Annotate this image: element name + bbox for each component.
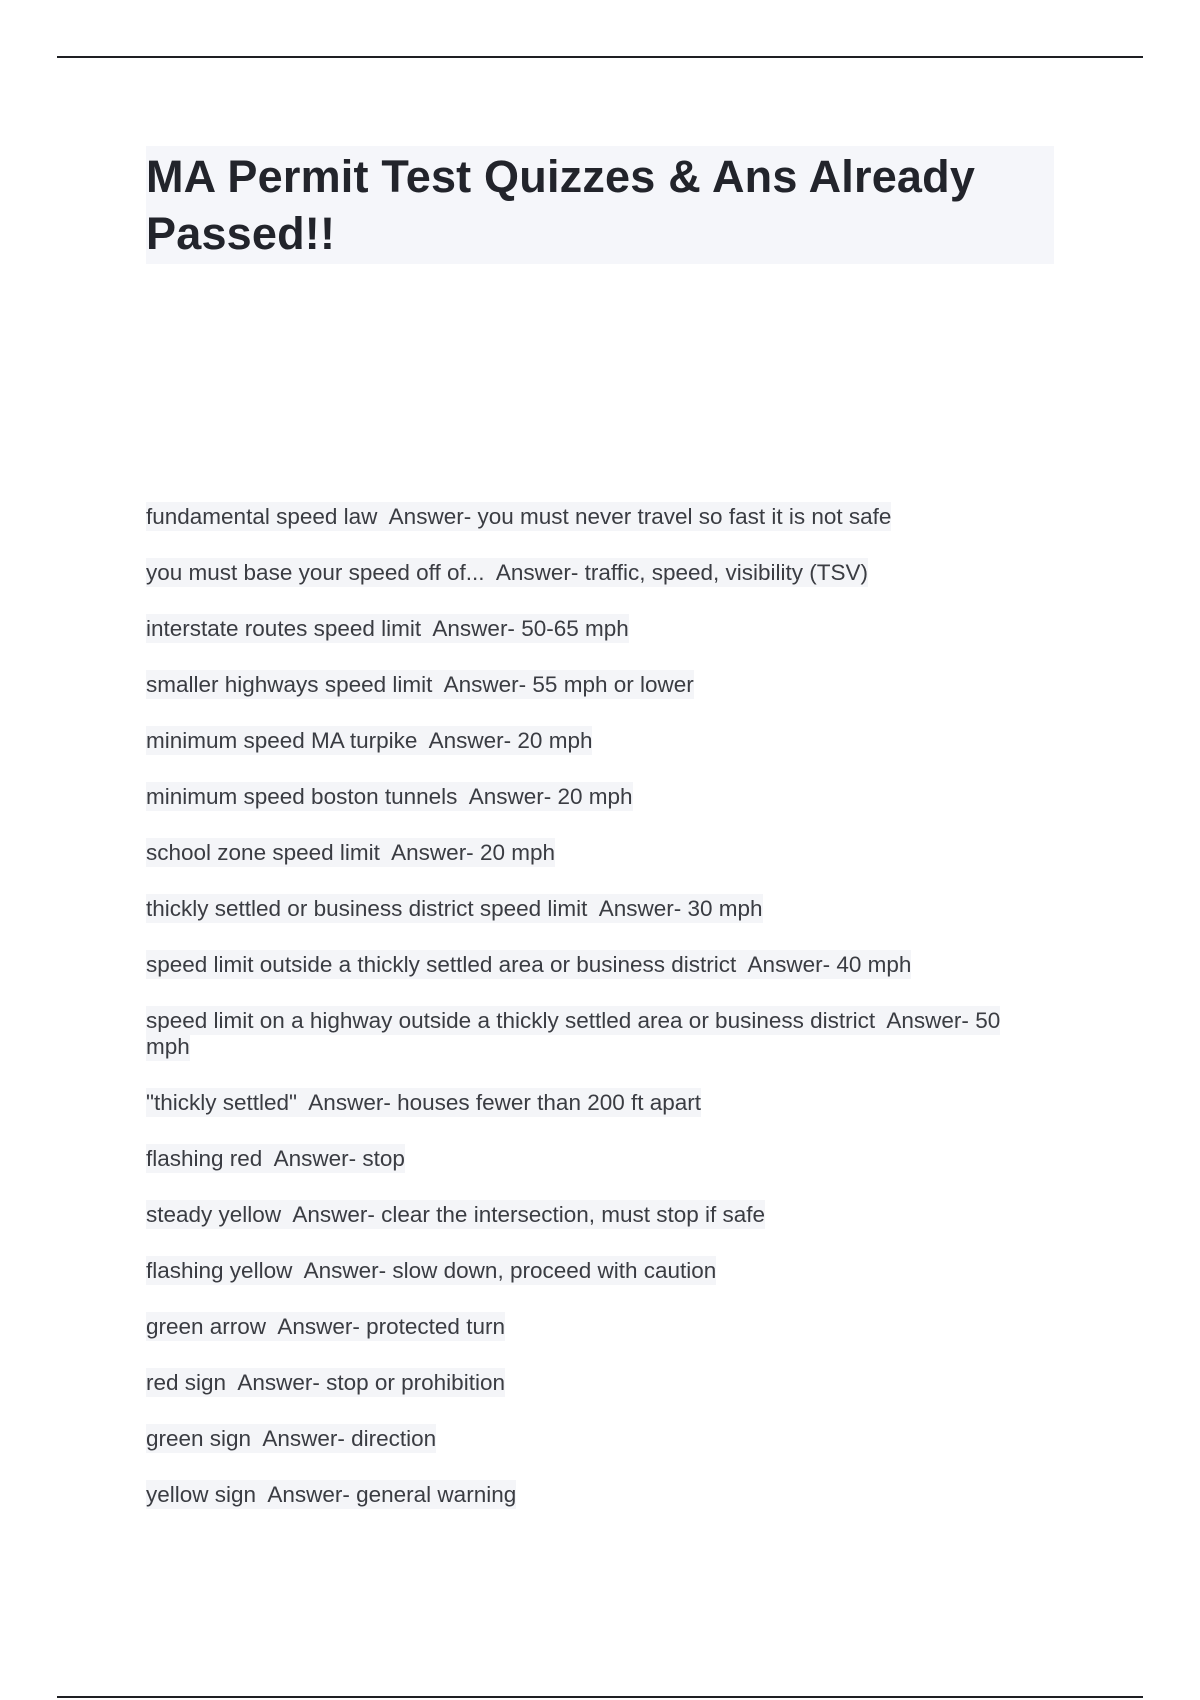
qa-text: [146, 502, 891, 531]
answer-text: traffic, speed, visibility (TSV): [584, 560, 869, 585]
qa-text: [146, 1200, 765, 1229]
qa-text: [146, 614, 629, 643]
qa-text: [146, 1480, 516, 1509]
answer-prefix: Answer-: [428, 728, 512, 753]
document-title: MA Permit Test Quizzes & Ans Already Passed!!: [146, 151, 976, 259]
answer-text: clear the intersection, must stop if safe: [381, 1202, 766, 1227]
answer-prefix: Answer-: [273, 1146, 357, 1171]
qa-text: [146, 1424, 436, 1453]
question-text: school zone speed limit: [146, 840, 380, 865]
answer-prefix: Answer-: [747, 952, 831, 977]
question-text: speed limit outside a thickly settled area or business district: [146, 952, 737, 977]
answer-prefix: Answer-: [303, 1258, 387, 1283]
top-divider: [57, 56, 1143, 58]
qa-item: [146, 1426, 1046, 1452]
qa-text: [146, 1368, 505, 1397]
question-text: fundamental speed law: [146, 504, 378, 529]
qa-text: [146, 1144, 405, 1173]
qa-item: [146, 1090, 1046, 1116]
answer-text: 50 mph: [146, 1008, 1001, 1059]
answer-text: 20 mph: [479, 840, 556, 865]
qa-item: [146, 1314, 1046, 1340]
title-block: [146, 146, 1054, 264]
question-text: flashing red: [146, 1146, 263, 1171]
qa-item: [146, 1258, 1046, 1284]
question-text: you must base your speed off of...: [146, 560, 485, 585]
answer-prefix: Answer-: [886, 1008, 969, 1033]
answer-text: 50-65 mph: [521, 616, 629, 641]
qa-item: [146, 672, 1046, 698]
qa-item: [146, 784, 1046, 810]
qa-text: [146, 1006, 1000, 1061]
qa-item: [146, 1146, 1046, 1172]
answer-text: stop or prohibition: [326, 1370, 505, 1395]
answer-prefix: Answer-: [432, 616, 515, 641]
qa-item: [146, 1482, 1046, 1508]
question-text: minimum speed MA turpike: [146, 728, 418, 753]
answer-prefix: Answer-: [237, 1370, 320, 1395]
question-text: red sign: [146, 1370, 227, 1395]
answer-prefix: Answer-: [308, 1090, 391, 1115]
qa-text: [146, 894, 763, 923]
answer-text: stop: [362, 1146, 405, 1171]
qa-item: [146, 1202, 1046, 1228]
qa-text: [146, 838, 555, 867]
qa-text: [146, 726, 592, 755]
answer-text: houses fewer than 200 ft apart: [397, 1090, 702, 1115]
qa-text: [146, 782, 633, 811]
answer-text: 20 mph: [517, 728, 593, 753]
question-text: minimum speed boston tunnels: [146, 784, 458, 809]
answer-text: you must never travel so fast it is not safe: [477, 504, 892, 529]
qa-list: [146, 504, 1046, 1538]
answer-text: direction: [351, 1426, 437, 1451]
qa-item: [146, 896, 1046, 922]
qa-text: [146, 950, 911, 979]
qa-item: [146, 1008, 1046, 1060]
qa-text: [146, 558, 868, 587]
qa-text: [146, 670, 694, 699]
answer-prefix: Answer-: [262, 1426, 345, 1451]
answer-text: general warning: [356, 1482, 517, 1507]
answer-prefix: Answer-: [388, 504, 472, 529]
qa-item: [146, 560, 1046, 586]
answer-text: 40 mph: [836, 952, 912, 977]
qa-text: [146, 1088, 701, 1117]
answer-text: slow down, proceed with caution: [392, 1258, 717, 1283]
question-text: speed limit on a highway outside a thickly settled area or business district: [146, 1008, 876, 1033]
answer-text: 20 mph: [557, 784, 633, 809]
qa-item: [146, 504, 1046, 530]
qa-item: [146, 728, 1046, 754]
answer-prefix: Answer-: [267, 1482, 350, 1507]
question-text: smaller highways speed limit: [146, 672, 433, 697]
qa-item: [146, 616, 1046, 642]
question-text: yellow sign: [146, 1482, 257, 1507]
question-text: green sign: [146, 1426, 252, 1451]
answer-prefix: Answer-: [598, 896, 682, 921]
answer-prefix: Answer-: [277, 1314, 360, 1339]
qa-text: [146, 1256, 716, 1285]
question-text: thickly settled or business district speed limit: [146, 896, 588, 921]
bottom-divider: [57, 1696, 1143, 1698]
qa-text: [146, 1312, 505, 1341]
answer-prefix: Answer-: [468, 784, 552, 809]
question-text: flashing yellow: [146, 1258, 293, 1283]
answer-text: 55 mph or lower: [532, 672, 694, 697]
qa-item: [146, 840, 1046, 866]
question-text: interstate routes speed limit: [146, 616, 422, 641]
qa-item: [146, 1370, 1046, 1396]
question-text: "thickly settled": [146, 1090, 298, 1115]
answer-prefix: Answer-: [495, 560, 579, 585]
answer-text: 30 mph: [687, 896, 763, 921]
answer-text: protected turn: [366, 1314, 505, 1339]
qa-item: [146, 952, 1046, 978]
answer-prefix: Answer-: [292, 1202, 375, 1227]
question-text: steady yellow: [146, 1202, 282, 1227]
answer-prefix: Answer-: [443, 672, 527, 697]
answer-prefix: Answer-: [391, 840, 474, 865]
question-text: green arrow: [146, 1314, 267, 1339]
